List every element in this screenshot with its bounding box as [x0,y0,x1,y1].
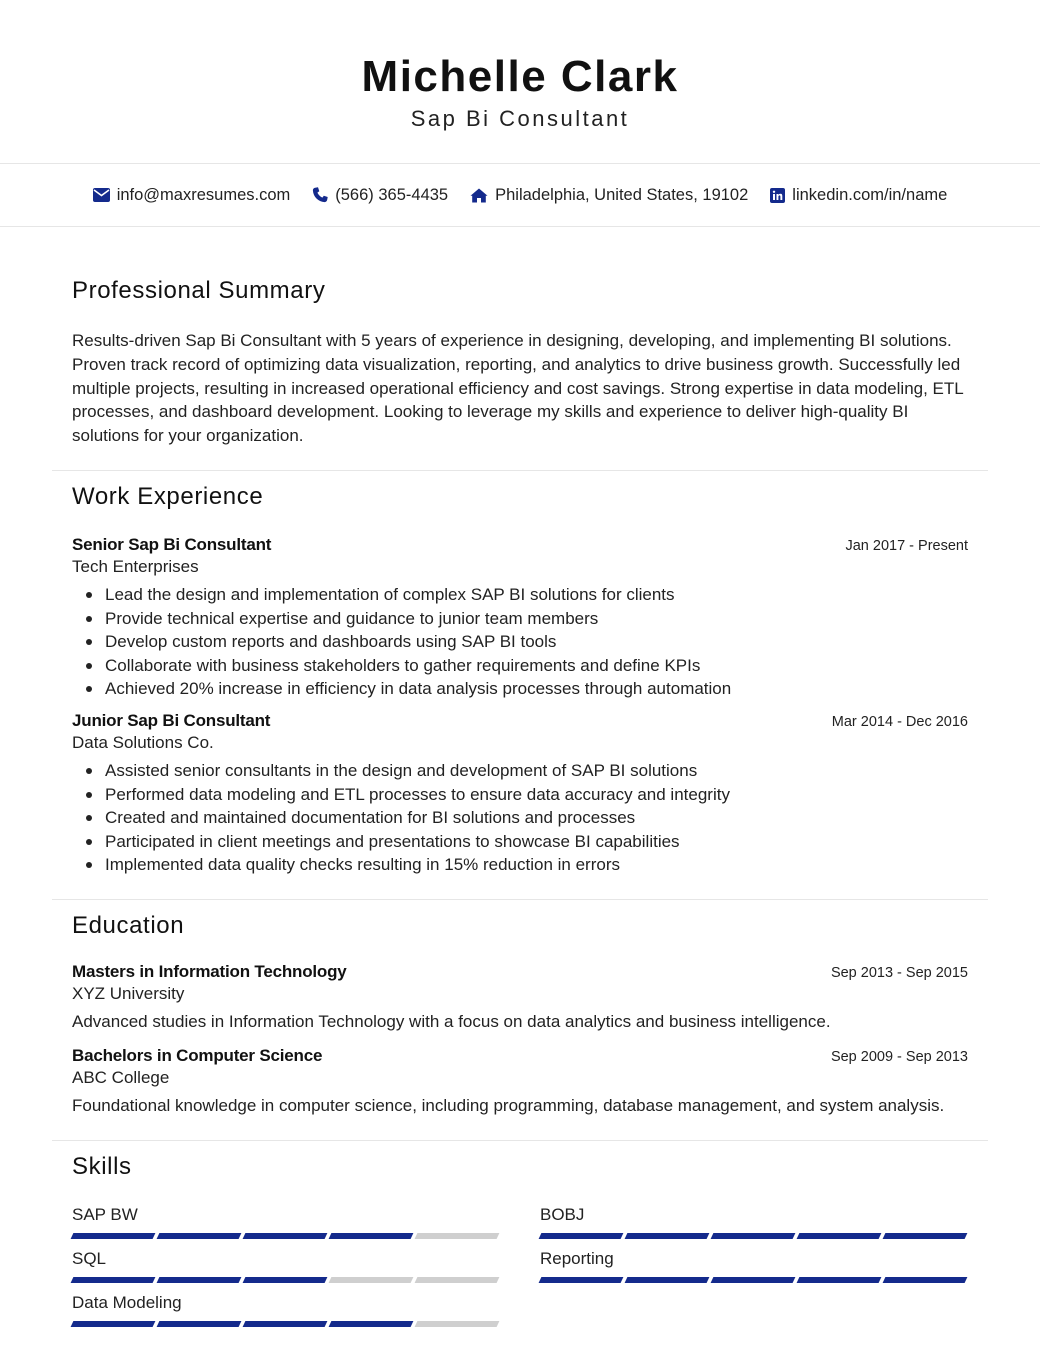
skill-level-bar [72,1277,500,1283]
home-icon [470,188,488,203]
summary-section [0,227,1040,470]
skill-level-segment [415,1233,500,1239]
education-dates: Sep 2013 - Sep 2015 [830,964,968,981]
skill-level-segment [157,1321,242,1327]
candidate-title: Sap Bi Consultant [410,106,630,131]
education-heading: Education [72,911,185,939]
skill-name: Reporting [540,1248,614,1268]
skill-level-segment [157,1277,242,1283]
list-item: Develop custom reports and dashboards using SAP BI tools [72,630,968,654]
skill-name: SAP BW [72,1204,138,1224]
linkedin-text[interactable]: linkedin.com/in/name [792,185,948,204]
education-dates: Sep 2009 - Sep 2013 [830,1048,968,1065]
candidate-name: Michelle Clark [361,52,679,101]
skill-level-segment [243,1321,328,1327]
skill-level-segment [329,1277,414,1283]
skill-level-bar [540,1233,968,1239]
job-entry [72,535,968,701]
skill-name: BOBJ [540,1204,585,1224]
skill-level-segment [415,1277,500,1283]
skill-level-segment [243,1277,328,1283]
experience-section [0,471,1040,899]
resume-header [0,0,1040,164]
contact-bar [0,164,1040,227]
skill-level-segment [711,1233,796,1239]
degree-name: Masters in Information Technology [72,961,347,981]
school-name: XYZ University [72,983,185,1003]
skill-level-segment [797,1233,882,1239]
education-entry [72,962,968,1034]
phone-text[interactable]: (566) 365-4435 [335,185,449,204]
job-role: Senior Sap Bi Consultant [72,534,272,554]
education-section [0,900,1040,1140]
list-item: Performed data modeling and ETL processes to ensure data accuracy and integrity [72,783,968,807]
skill-level-segment [711,1277,796,1283]
contact-email[interactable] [93,186,291,205]
job-bullets [72,759,968,877]
experience-heading: Work Experience [72,482,264,510]
skill-item [72,1293,500,1327]
contact-phone[interactable] [312,186,448,205]
summary-heading: Professional Summary [72,277,326,304]
skill-level-segment [71,1321,156,1327]
education-description: Foundational knowledge in computer science, including programming, database management, and system analysis. [72,1095,945,1115]
envelope-icon [93,188,110,202]
skill-level-segment [797,1277,882,1283]
degree-name: Bachelors in Computer Science [72,1045,323,1065]
job-dates: Jan 2017 - Present [845,537,968,554]
list-item: Implemented data quality checks resulting in 15% reduction in errors [72,853,968,877]
school-name: ABC College [72,1067,170,1087]
phone-icon [312,187,328,203]
skills-heading: Skills [72,1152,132,1180]
list-item: Created and maintained documentation for BI solutions and processes [72,806,968,830]
skill-level-segment [329,1233,414,1239]
skill-item [72,1249,500,1283]
list-item: Provide technical expertise and guidance to junior team members [72,607,968,631]
linkedin-icon [770,188,785,203]
skill-level-segment [415,1321,500,1327]
skill-level-segment [883,1233,968,1239]
skill-name: SQL [72,1248,107,1268]
list-item: Assisted senior consultants in the design and development of SAP BI solutions [72,759,968,783]
list-item: Achieved 20% increase in efficiency in data analysis processes through automation [72,677,968,701]
skill-level-segment [71,1277,156,1283]
skill-level-segment [243,1233,328,1239]
list-item: Lead the design and implementation of complex SAP BI solutions for clients [72,583,968,607]
skill-level-segment [71,1233,156,1239]
skill-level-segment [157,1233,242,1239]
email-text[interactable]: info@maxresumes.com [116,185,291,204]
job-dates: Mar 2014 - Dec 2016 [831,713,968,730]
job-company: Tech Enterprises [72,556,199,576]
education-entry [72,1046,968,1118]
address-text: Philadelphia, United States, 19102 [495,185,749,204]
summary-text: Results-driven Sap Bi Consultant with 5 years of experience in designing, developing, and implementing BI solutions. Proven track record of optimizing data visualization, reporting, and analytics to drive business growth. Successfully led multiple projects, resulting in increased operational efficiency and cost savings. Strong expertise in data modeling, ETL processes, and dashboard development. Looking to leverage my skills and experience to deliver high-quality BI solutions for your organization. [72,331,964,446]
job-entry [72,711,968,877]
skill-item [540,1205,968,1239]
skill-level-segment [883,1277,968,1283]
list-item: Participated in client meetings and presentations to showcase BI capabilities [72,830,968,854]
contact-address [470,186,748,205]
skill-name: Data Modeling [72,1292,182,1312]
skill-level-segment [625,1277,710,1283]
job-bullets [72,583,968,701]
education-description: Advanced studies in Information Technology with a focus on data analytics and business intelligence. [72,1011,831,1031]
skills-section [0,1141,1040,1327]
skill-level-segment [329,1321,414,1327]
contact-linkedin[interactable] [770,186,947,205]
skill-item [72,1205,500,1239]
list-item: Collaborate with business stakeholders to gather requirements and define KPIs [72,654,968,678]
skill-level-segment [625,1233,710,1239]
skill-level-segment [539,1233,624,1239]
job-role: Junior Sap Bi Consultant [72,710,271,730]
skill-level-bar [540,1277,968,1283]
skills-grid [72,1205,968,1327]
skill-level-bar [72,1233,500,1239]
job-company: Data Solutions Co. [72,732,214,752]
skill-item [540,1249,968,1283]
skill-level-bar [72,1321,500,1327]
skill-level-segment [539,1277,624,1283]
